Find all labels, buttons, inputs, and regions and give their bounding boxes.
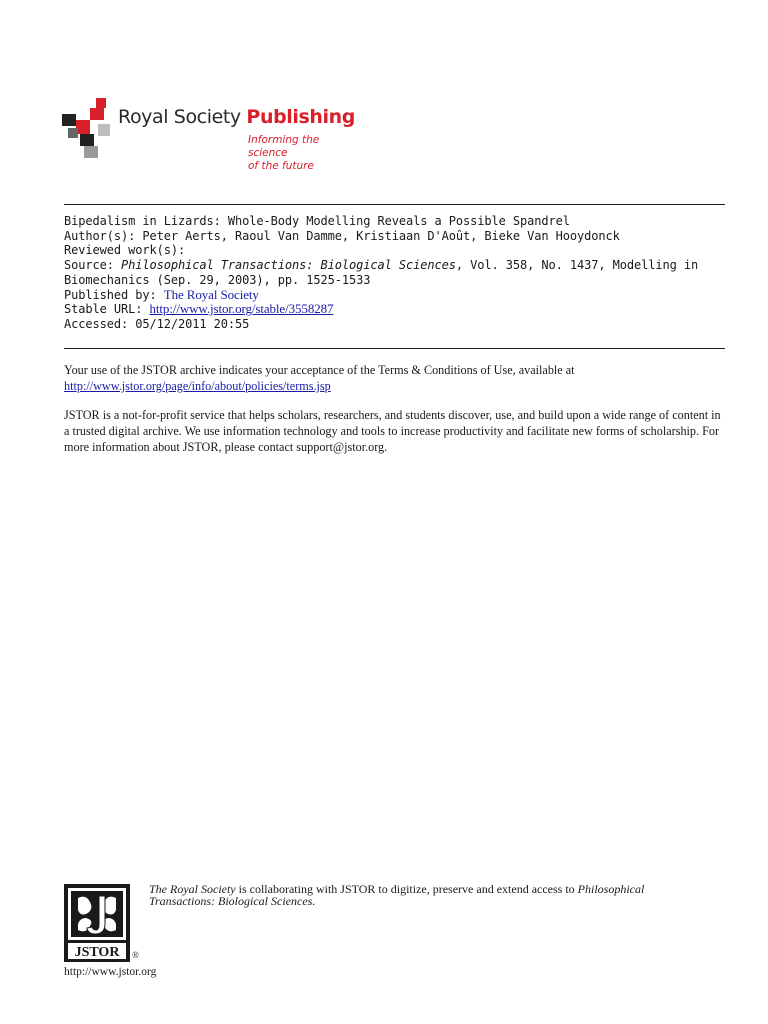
article-authors [64, 229, 734, 244]
accessed-date: Accessed: 05/12/2011 20:55 [64, 316, 250, 331]
logo-name-publishing: Publishing [246, 106, 355, 128]
registered-mark: ® [132, 950, 139, 960]
jstor-about-text: JSTOR is a not-for-profit service that helps scholars, researchers, and students discover, use, and build upon a wide range of content in a trusted digital archive. We use information technology and tools to increase productivity and facilitate new forms of scholarship. For more information about JSTOR, please contact support@jstor.org. [64, 408, 721, 454]
jstor-url[interactable]: http://www.jstor.org [64, 966, 157, 978]
collab-society: The Royal Society [149, 882, 236, 896]
logo-wordmark [118, 106, 355, 128]
divider-top [64, 204, 725, 205]
source-journal: Philosophical Transactions: Biological Sciences [121, 258, 456, 273]
jstor-logo [64, 884, 130, 962]
source-volume: , Vol. 358, No. 1437, Modelling in [455, 258, 699, 273]
source-label: Source: [64, 258, 121, 273]
publisher-link[interactable]: The Royal Society [163, 286, 259, 302]
terms-notice [64, 363, 724, 395]
collab-text: is collaborating with JSTOR to digitize, preserve and extend access to [235, 882, 578, 896]
logo-tagline-line2: of the future [248, 160, 314, 172]
authors-label: Author(s): [64, 228, 143, 243]
collaboration-note [149, 884, 709, 907]
logo-tagline [248, 134, 362, 173]
royal-society-publishing-logo [62, 96, 362, 172]
reviewed-works: Reviewed work(s): [64, 243, 186, 258]
published-label: Published by: [64, 287, 164, 302]
jstor-seal-icon [64, 884, 130, 962]
logo-tagline-line1: Informing the science [248, 134, 320, 159]
authors-value: Peter Aerts, Raoul Van Damme, Kristiaan D'Août, Bieke Van Hooydonck [142, 228, 620, 243]
article-source-line2: Biomechanics (Sep. 29, 2003), pp. 1525-1533 [64, 272, 371, 287]
logo-cubes-icon [62, 96, 118, 160]
stable-url-link[interactable]: http://www.jstor.org/stable/3558287 [149, 301, 334, 317]
collab-journal: Philosophical Transactions: Biological Sciences. [149, 882, 645, 908]
divider-bottom [64, 348, 725, 349]
article-source [64, 258, 734, 273]
article-metadata [64, 214, 734, 332]
terms-text: Your use of the JSTOR archive indicates your acceptance of the Terms & Conditions of Use, available at [64, 363, 575, 377]
stable-url-label: Stable URL: [64, 302, 150, 317]
article-stable-url [64, 302, 734, 317]
jstor-logo-text: JSTOR [74, 945, 120, 960]
logo-name-royal-society: Royal Society [118, 106, 247, 128]
terms-link[interactable]: http://www.jstor.org/page/info/about/policies/terms.jsp [64, 378, 331, 393]
article-publisher [64, 288, 734, 303]
article-title: Bipedalism in Lizards: Whole-Body Modelling Reveals a Possible Spandrel [64, 214, 570, 228]
